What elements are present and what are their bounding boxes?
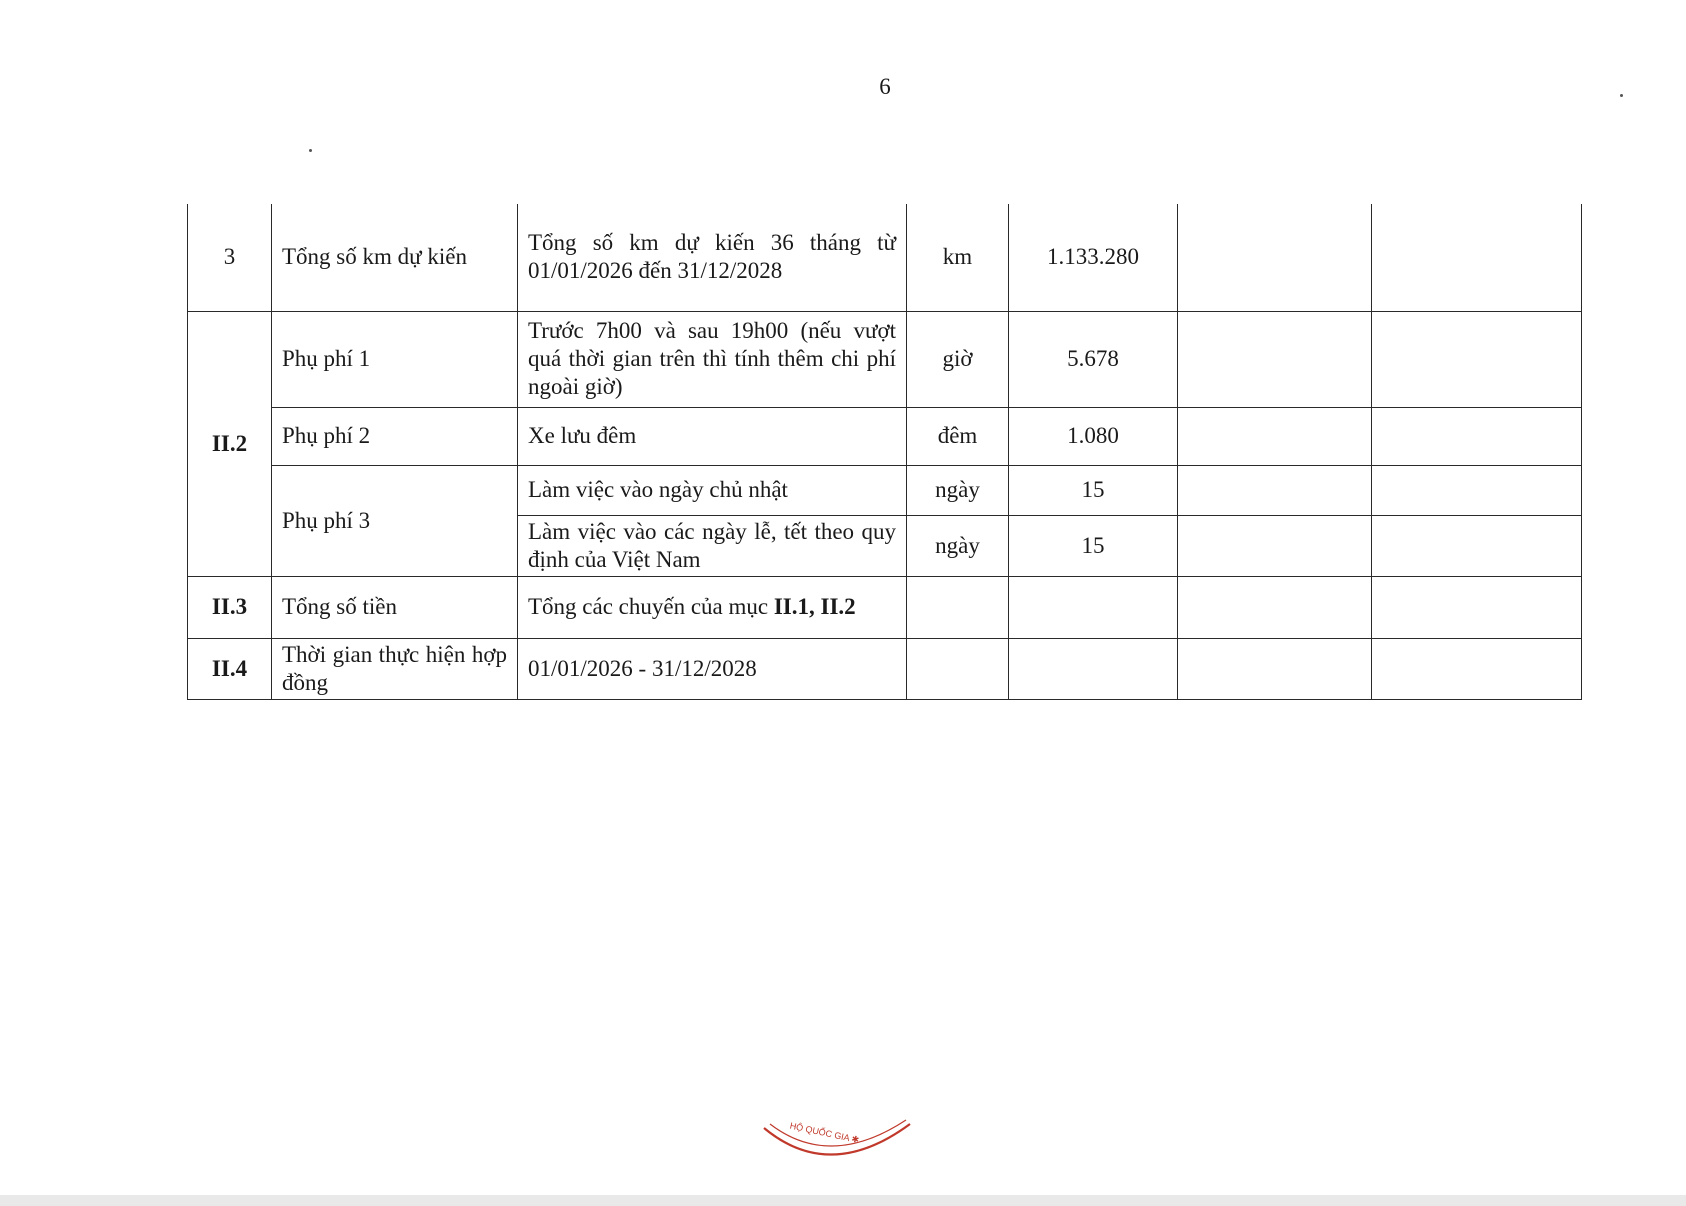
item-description [518, 576, 907, 638]
item-name: Tổng số tiền [272, 576, 518, 638]
empty-cell [1178, 515, 1372, 576]
quantity-cell: 15 [1009, 465, 1178, 515]
empty-cell [1372, 311, 1582, 407]
unit-cell: ngày [907, 515, 1009, 576]
row-index: II.4 [188, 638, 272, 699]
quantity-cell: 15 [1009, 515, 1178, 576]
seal-stamp-icon [760, 1108, 920, 1174]
empty-cell [1178, 311, 1372, 407]
row-index: II.3 [188, 576, 272, 638]
unit-cell: ngày [907, 465, 1009, 515]
item-name: Phụ phí 2 [272, 407, 518, 465]
row-index: 3 [188, 204, 272, 311]
quantity-cell: 1.133.280 [1009, 204, 1178, 311]
empty-cell [1372, 515, 1582, 576]
empty-cell [1372, 407, 1582, 465]
empty-cell [1009, 576, 1178, 638]
empty-cell [907, 576, 1009, 638]
description-text: Tổng các chuyến của mục [528, 594, 774, 619]
table-row [188, 638, 1582, 699]
item-name: Phụ phí 1 [272, 311, 518, 407]
item-name: Thời gian thực hiện hợp đồng [272, 638, 518, 699]
empty-cell [1178, 204, 1372, 311]
cost-table [187, 204, 1582, 700]
unit-cell: km [907, 204, 1009, 311]
empty-cell [1178, 465, 1372, 515]
empty-cell [1009, 638, 1178, 699]
item-name: Phụ phí 3 [272, 465, 518, 576]
table-row [188, 311, 1582, 407]
description-bold-text: II.1, II.2 [773, 594, 856, 619]
unit-cell: đêm [907, 407, 1009, 465]
item-description: 01/01/2026 - 31/12/2028 [518, 638, 907, 699]
table-row [188, 465, 1582, 515]
item-description: Trước 7h00 và sau 19h00 (nếu vượt quá thời gian trên thì tính thêm chi phí ngoài giờ) [518, 311, 907, 407]
item-name: Tổng số km dự kiến [272, 204, 518, 311]
row-index: II.2 [188, 311, 272, 576]
item-description: Xe lưu đêm [518, 407, 907, 465]
table-row [188, 407, 1582, 465]
empty-cell [1372, 204, 1582, 311]
item-description: Làm việc vào các ngày lễ, tết theo quy định của Việt Nam [518, 515, 907, 576]
empty-cell [1178, 576, 1372, 638]
page-number: 6 [879, 74, 891, 99]
empty-cell [1372, 638, 1582, 699]
unit-cell: giờ [907, 311, 1009, 407]
table-row [188, 576, 1582, 638]
item-description: Tổng số km dự kiến 36 tháng từ 01/01/2026 đến 31/12/2028 [518, 204, 907, 311]
svg-text:HỘ QUỐC GIA ✱: HỘ QUỐC GIA ✱ [788, 1120, 861, 1146]
table-row [188, 204, 1582, 311]
quantity-cell: 1.080 [1009, 407, 1178, 465]
scan-speck [309, 149, 312, 152]
empty-cell [1178, 638, 1372, 699]
empty-cell [1372, 465, 1582, 515]
empty-cell [1178, 407, 1372, 465]
item-description: Làm việc vào ngày chủ nhật [518, 465, 907, 515]
empty-cell [1372, 576, 1582, 638]
scan-speck [1620, 94, 1623, 97]
empty-cell [907, 638, 1009, 699]
quantity-cell: 5.678 [1009, 311, 1178, 407]
